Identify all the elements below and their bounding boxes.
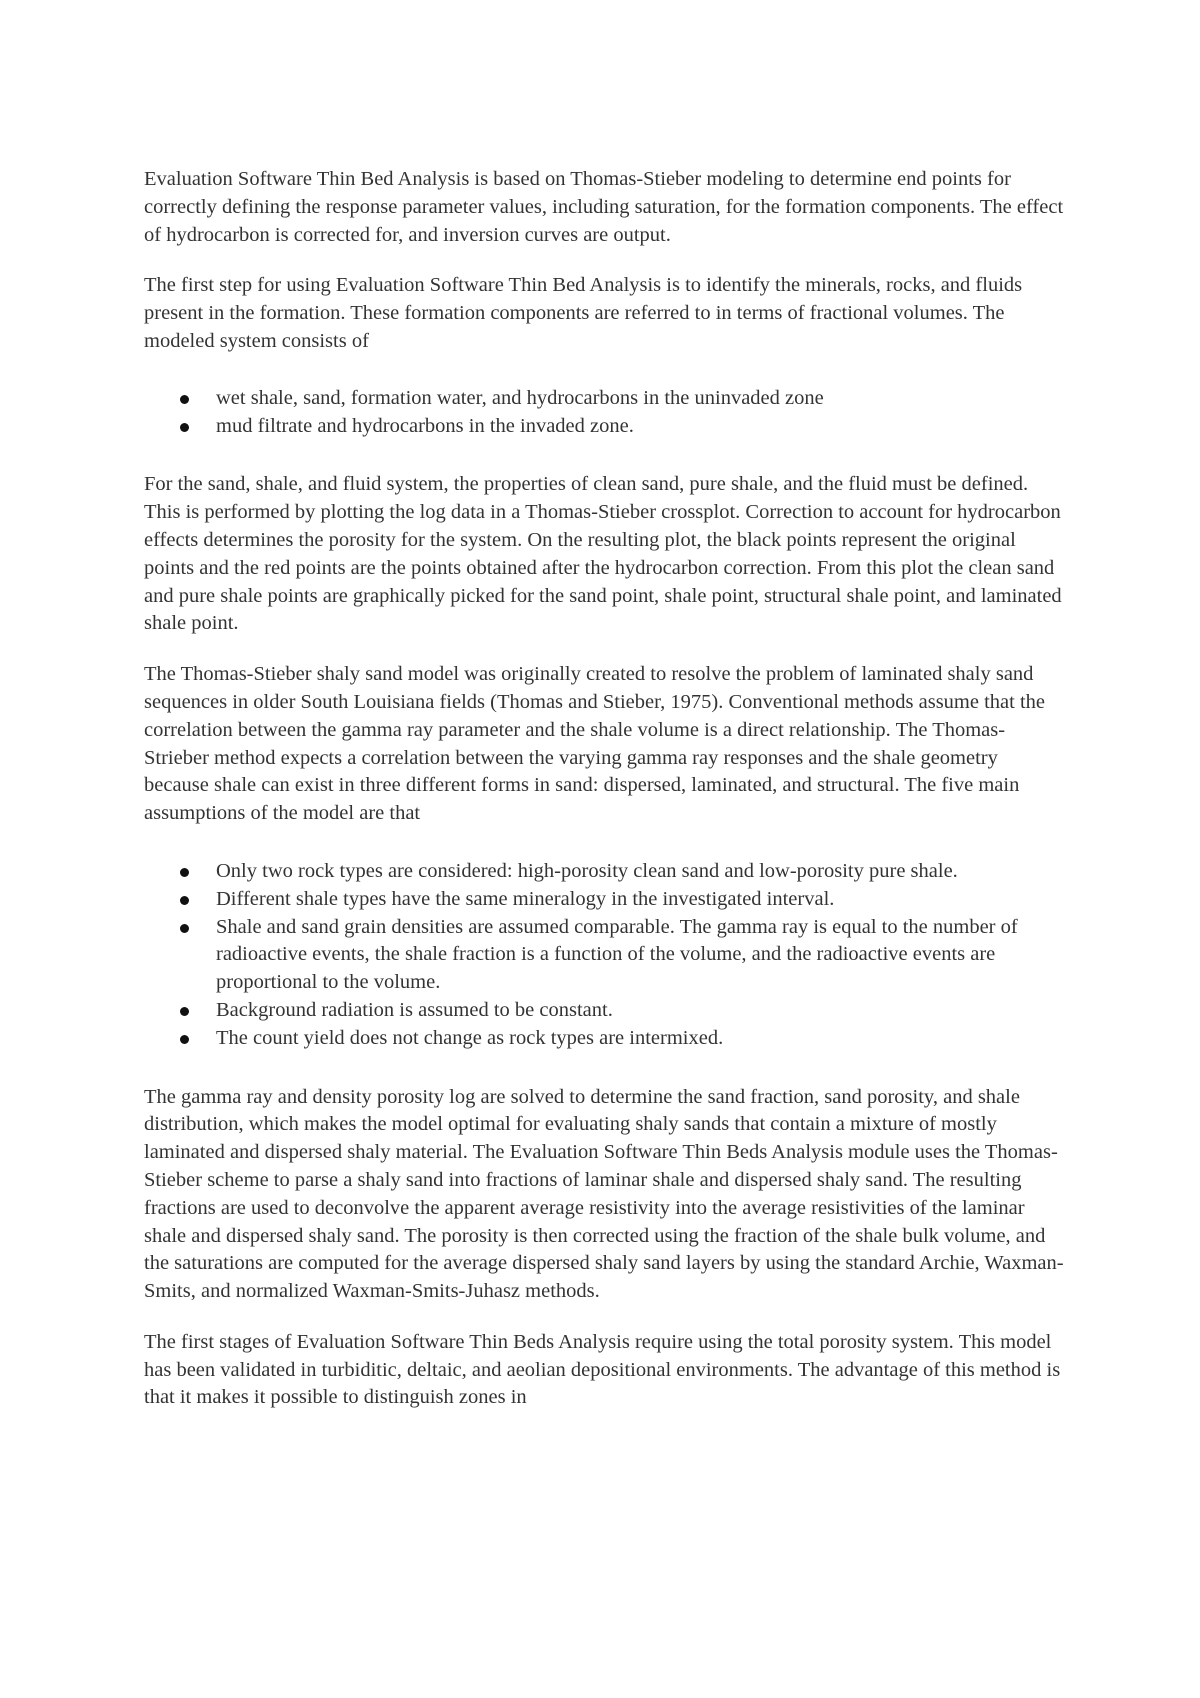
paragraph-first-step: The first step for using Evaluation Software Thin Bed Analysis is to identify the minerals, rocks, and fluids present in the formation. These formation components are referred to in terms of fractional volumes. The modeled system consists of [144,274,1023,352]
bullet-icon [180,395,189,404]
list-item-text: Different shale types have the same mineralogy in the investigated interval. [216,887,835,910]
list-item-text: wet shale, sand, formation water, and hydrocarbons in the uninvaded zone [216,386,824,409]
paragraph-thomas-stieber-model: The Thomas-Stieber shaly sand model was originally created to resolve the problem of laminated shaly sand sequences in older South Louisiana fields (Thomas and Stieber, 1975). Conventional methods assume that the correlation between the gamma ray parameter and the shale volume is a direct relationship. The Thomas-Strieber method expects a correlation between the varying gamma ray responses and the shale geometry because shale can exist in three different forms in sand: dispersed, laminated, and structural. The five main assumptions of the model are that [144,663,1045,825]
bullet-icon [180,423,189,432]
list-item [216,886,1064,914]
bullet-icon [180,924,189,933]
list-item [216,385,1064,413]
list-item [216,914,1064,997]
modeled-system-list [144,385,1064,441]
assumptions-list [144,858,1064,1053]
paragraph-gamma-ray-density: The gamma ray and density porosity log are solved to determine the sand fraction, sand porosity, and shale distribution, which makes the model optimal for evaluating shaly sands that contain a mixture of mostly laminated and dispersed shaly material. The Evaluation Software Thin Beds Analysis module uses the Thomas-Stieber scheme to parse a shaly sand into fractions of laminar shale and dispersed shaly sand. The resulting fractions are used to deconvolve the apparent average resistivity into the average resistivities of the laminar shale and dispersed shaly sand. The porosity is then corrected using the fraction of the shale bulk volume, and the saturations are computed for the average dispersed shaly sand layers by using the standard Archie, Waxman-Smits, and normalized Waxman-Smits-Juhasz methods. [144,1085,1064,1303]
bullet-icon [180,896,189,905]
list-item-text: Only two rock types are considered: high-porosity clean sand and low-porosity pure shale. [216,859,958,882]
list-item-text: The count yield does not change as rock types are intermixed. [216,1026,724,1049]
paragraph-crossplot: For the sand, shale, and fluid system, the properties of clean sand, pure shale, and the fluid must be defined. This is performed by plotting the log data in a Thomas-Stieber crossplot. Correction to account for hydrocarbon effects determines the porosity for the system. On the resulting plot, the black points represent the original points and the red points are the points obtained after the hydrocarbon correction. From this plot the clean sand and pure shale points are graphically picked for the sand point, shale point, structural shale point, and laminated shale point. [144,473,1062,635]
list-item [216,858,1064,886]
list-item [216,997,1064,1025]
bullet-icon [180,868,189,877]
paragraph-first-stages: The first stages of Evaluation Software Thin Beds Analysis require using the total porosity system. This model has been validated in turbiditic, deltaic, and aeolian depositional environments. The advantage of this method is that it makes it possible to distinguish zones in [144,1330,1061,1409]
list-item-text: Shale and sand grain densities are assumed comparable. The gamma ray is equal to the number of radioactive events, the shale fraction is a function of the volume, and the radioactive events are proportional to the volume. [216,915,1018,994]
list-item-text: Background radiation is assumed to be constant. [216,998,613,1021]
paragraph-intro: Evaluation Software Thin Bed Analysis is based on Thomas-Stieber modeling to determine end points for correctly defining the response parameter values, including saturation, for the formation components. The effect of hydrocarbon is corrected for, and inversion curves are output. [144,168,1064,246]
bullet-icon [180,1007,189,1016]
list-item [216,413,1064,441]
list-item [216,1025,1064,1053]
bullet-icon [180,1035,189,1044]
document-body [144,166,1064,1435]
list-item-text: mud filtrate and hydrocarbons in the invaded zone. [216,414,634,437]
